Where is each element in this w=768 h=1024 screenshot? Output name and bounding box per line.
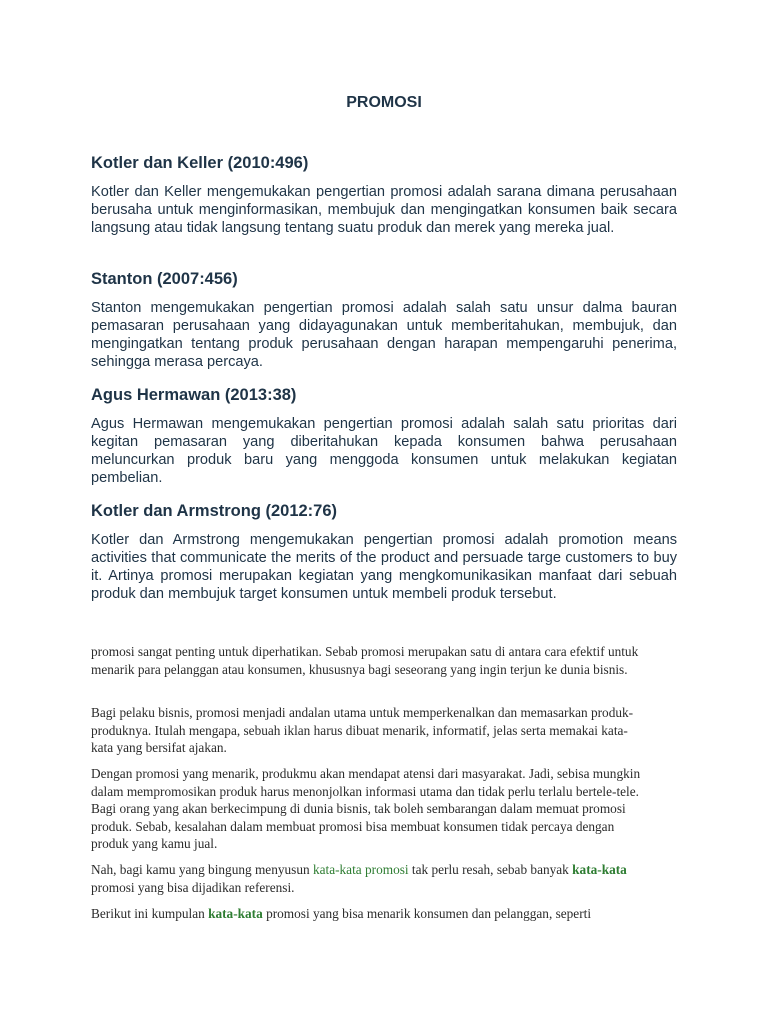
section-body-agus-hermawan: Agus Hermawan mengemukakan pengertian promosi adalah salah satu prioritas dari kegitan pemasaran yang diberitahukan kepada konsumen bahwa perusahaan meluncurkan produk baru yang menggoda konsumen untuk melakukan kegiatan pembelian. <box>91 416 677 486</box>
link-kata-kata[interactable]: kata-kata <box>572 862 627 877</box>
web-paragraph-1: promosi sangat penting untuk diperhatikan. Sebab promosi merupakan satu di antara cara efektif untuk menarik para pelanggan atau konsumen, khususnya bagi seseorang yang ingin terjun ke dunia bisnis. <box>91 644 639 677</box>
web-paragraph-4 <box>91 861 647 896</box>
link-kata-kata-2[interactable]: kata-kata <box>208 906 263 921</box>
web-paragraph-5-text-a: Berikut ini kumpulan <box>91 906 209 921</box>
section-body-stanton: Stanton mengemukakan pengertian promosi adalah salah satu unsur dalma bauran pemasaran perusahaan yang didayagunakan untuk memberitahukan, membujuk, dan mengingatkan tentang produk perusahaan dengan harapan mempengaruhi penerima, sehingga merasa percaya. <box>91 300 677 370</box>
web-paragraph-5 <box>91 905 647 923</box>
web-paragraph-4-text-b: tak perlu resah, sebab banyak <box>408 862 573 877</box>
web-paragraph-4-text-a: Nah, bagi kamu yang bingung menyusun <box>91 862 313 877</box>
link-kata-kata-promosi[interactable]: kata-kata promosi <box>312 862 409 877</box>
section-heading-kotler-armstrong: Kotler dan Armstrong (2012:76) <box>91 502 338 520</box>
web-paragraph-5-text-b: promosi yang bisa menarik konsumen dan pelanggan, seperti <box>262 906 592 921</box>
section-heading-agus-hermawan: Agus Hermawan (2013:38) <box>91 386 297 404</box>
section-heading-stanton: Stanton (2007:456) <box>91 270 238 288</box>
section-body-kotler-armstrong: Kotler dan Armstrong mengemukakan pengertian promosi adalah promotion means activities that communicate the merits of the product and persuade targe customers to buy it. Artinya promosi merupakan kegiatan yang mengkomunikasikan manfaat dari sebuah produk dan membujuk target konsumen untuk membeli produk tersebut. <box>91 532 677 602</box>
web-paragraph-2: Bagi pelaku bisnis, promosi menjadi andalan utama untuk memperkenalkan dan memasarkan produk-produknya. Itulah mengapa, sebuah iklan harus dibuat menarik, informatif, jelas serta memakai kata-kata yang bersifat ajakan. <box>91 705 634 755</box>
section-heading-kotler-keller: Kotler dan Keller (2010:496) <box>91 154 309 172</box>
web-paragraph-4-text-c: promosi yang bisa dijadikan referensi. <box>91 879 295 895</box>
page-title: PROMOSI <box>346 94 422 111</box>
section-body-kotler-keller: Kotler dan Keller mengemukakan pengertian promosi adalah sarana dimana perusahaan berusaha untuk menginformasikan, membujuk dan mengingatkan konsumen baik secara langsung atau tidak langsung tentang suatu produk dan merek yang mereka jual. <box>91 184 677 236</box>
web-paragraph-3: Dengan promosi yang menarik, produkmu akan mendapat atensi dari masyarakat. Jadi, sebisa mungkin dalam mempromosikan produk harus menonjolkan informasi utama dan tidak perlu terlalu bertele-tele. Bagi orang yang akan berkecimpung di dunia bisnis, tak boleh sembarangan dalam memuat promosi produk. Sebab, kesalahan dalam membuat promosi bisa membuat konsumen tidak percaya dengan produk yang kamu jual. <box>91 766 641 851</box>
